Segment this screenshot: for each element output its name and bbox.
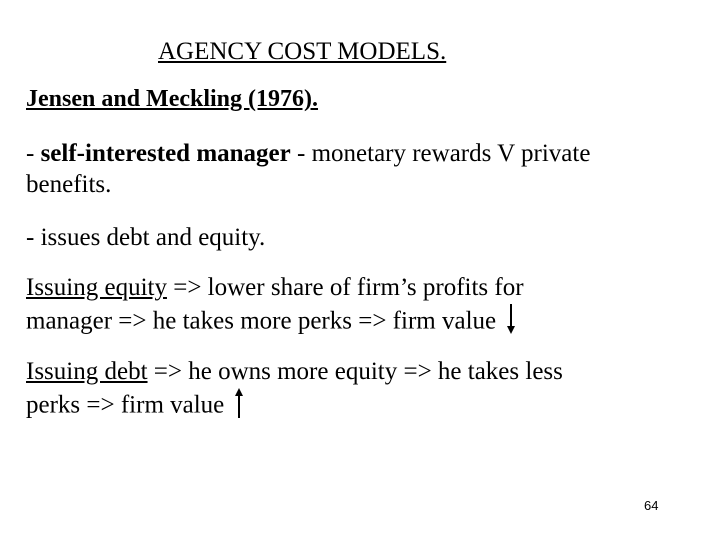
p4-line2: perks => firm value [26,391,225,419]
down-arrow-icon [506,303,516,343]
p2-text: - issues debt and equity. [26,224,266,251]
p1-line2: benefits. [26,171,112,198]
reference-heading: Jensen and Meckling (1976). [26,86,319,112]
p1-rest: - monetary rewards V private [290,140,591,167]
page-number: 64 [644,498,659,513]
paragraph-manager [26,138,706,200]
p4-rest: => he owns more equity => he takes less [147,358,563,385]
p3-rest: => lower share of firm’s profits for [166,274,524,301]
p4-underlined-term: Issuing debt [26,358,148,385]
paragraph-equity [26,272,706,343]
p1-bold-term: self-interested manager [40,140,291,167]
up-arrow-icon [234,387,244,427]
paragraph-issues [26,222,706,253]
p1-prefix: - [26,140,41,167]
p3-line2: manager => he takes more perks => firm value [26,307,497,335]
p3-underlined-term: Issuing equity [26,274,167,301]
paragraph-debt [26,356,706,427]
slide-title: AGENCY COST MODELS. [158,38,447,65]
